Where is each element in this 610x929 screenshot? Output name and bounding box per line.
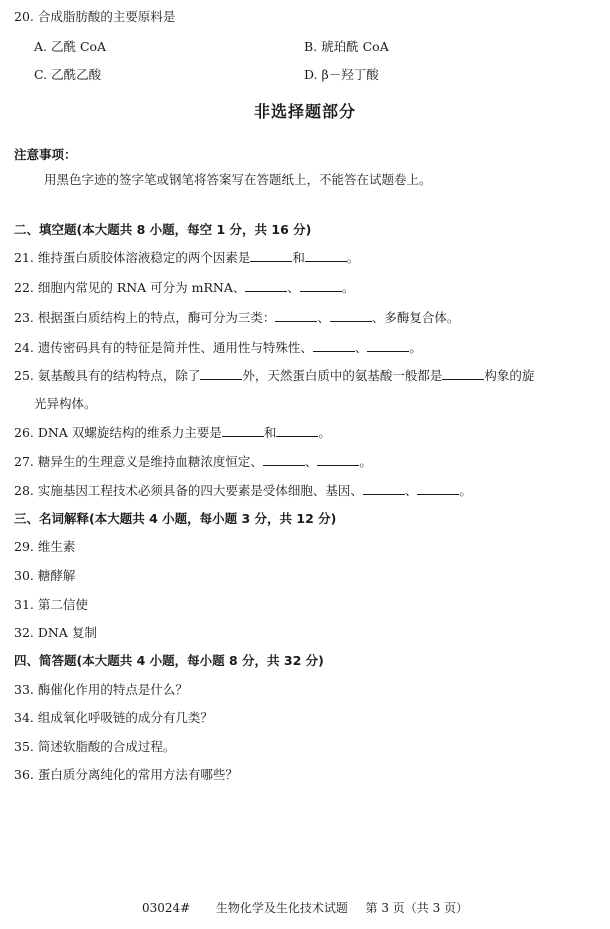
q24 [14,339,422,357]
q27-text-b: 、 [304,454,318,469]
q27-text-a: 27. 糖异生的生理意义是维持血糖浓度恒定、 [14,454,263,469]
q21-blank-2[interactable] [305,249,347,262]
q34: 34. 组成氧化呼吸链的成分有几类？ [14,710,213,725]
q26 [14,424,331,442]
q22 [14,279,354,297]
q22-blank-1[interactable] [245,279,287,292]
section2-heading: 二、填空题(本大题共 8 小题，每空 1 分，共 16 分) [14,222,312,237]
q26-text-c: 。 [318,425,331,440]
part-title: 非选择题部分 [253,102,356,121]
q28-text-b: 、 [404,483,418,498]
q25-blank-2[interactable] [442,367,484,380]
q26-text-a: 26. DNA 双螺旋结构的维系力主要是 [14,425,222,440]
q27-text-c: 。 [359,454,372,469]
q22-text-a: 22. 细胞内常见的 RNA 可分为 mRNA、 [14,280,246,295]
q20-option-b: B. 琥珀酰 CoA [304,39,389,54]
q24-text-a: 24. 遗传密码具有的特征是简并性、通用性与特殊性、 [14,340,313,355]
q20-option-d: D. β－羟丁酸 [304,67,379,82]
q21-text-b: 和 [292,250,305,265]
q22-text-c: 。 [341,280,355,295]
q24-blank-2[interactable] [367,339,409,352]
q20-stem: 20. 合成脂肪酸的主要原料是 [14,9,176,24]
q29: 29. 维生素 [14,539,76,554]
q28 [14,482,472,500]
q21 [14,249,359,267]
q28-text-c: 。 [459,483,472,498]
q28-blank-1[interactable] [363,482,405,495]
q20-option-c: C. 乙酰乙酸 [34,67,102,82]
section3-heading: 三、名词解释(本大题共 4 小题，每小题 3 分，共 12 分) [14,511,337,526]
q25-blank-1[interactable] [200,367,242,380]
footer-code: 03024# [141,901,191,915]
page-footer [0,899,610,917]
footer-page-number: 第 3 页（共 3 页） [365,901,469,915]
q23-blank-2[interactable] [330,309,372,322]
q20-option-a: A. 乙酰 CoA [34,39,107,54]
q21-text-a: 21. 维持蛋白质胶体溶液稳定的两个因素是 [14,250,251,265]
q23-blank-1[interactable] [275,309,317,322]
q25-text-b: 外，天然蛋白质中的氨基酸一般都是 [242,368,443,383]
q23 [14,309,459,327]
q25-text-a: 25. 氨基酸具有的结构特点，除了 [14,368,201,383]
q27 [14,453,372,471]
q27-blank-2[interactable] [317,453,359,466]
q23-text-b: 、 [317,310,330,325]
footer-subject: 生物化学及生化技术试题 [215,901,348,915]
q35: 35. 简述软脂酸的合成过程。 [14,739,176,754]
q23-text-c: 、多酶复合体。 [371,310,460,325]
q22-text-b: 、 [287,280,300,295]
q27-blank-1[interactable] [263,453,305,466]
notice-text: 用黑色字迹的签字笔或钢笔将答案写在答题纸上，不能答在试题卷上。 [44,172,432,187]
q30: 30. 糖酵解 [14,568,76,583]
q31: 31. 第二信使 [14,597,88,612]
q26-blank-2[interactable] [276,424,318,437]
q28-text-a: 28. 实施基因工程技术必须具备的四大要素是受体细胞、基因、 [14,483,363,498]
q25-continuation: 光异构体。 [34,396,97,411]
q26-text-b: 和 [263,425,277,440]
q26-blank-1[interactable] [222,424,264,437]
q25 [14,367,534,385]
q32: 32. DNA 复制 [14,625,97,640]
notice-heading: 注意事项： [14,147,77,162]
q21-blank-1[interactable] [250,249,292,262]
q23-text-a: 23. 根据蛋白质结构上的特点，酶可分为三类： [14,310,276,325]
q21-text-c: 。 [346,250,360,265]
q24-text-b: 、 [354,340,368,355]
q28-blank-2[interactable] [417,482,459,495]
q24-text-c: 。 [409,340,422,355]
section4-heading: 四、简答题(本大题共 4 小题，每小题 8 分，共 32 分) [14,653,324,668]
q36: 36. 蛋白质分离纯化的常用方法有哪些？ [14,767,238,782]
q22-blank-2[interactable] [300,279,342,292]
q25-text-c: 构象的旋 [484,368,535,383]
q33: 33. 酶催化作用的特点是什么？ [14,682,188,697]
q24-blank-1[interactable] [313,339,355,352]
